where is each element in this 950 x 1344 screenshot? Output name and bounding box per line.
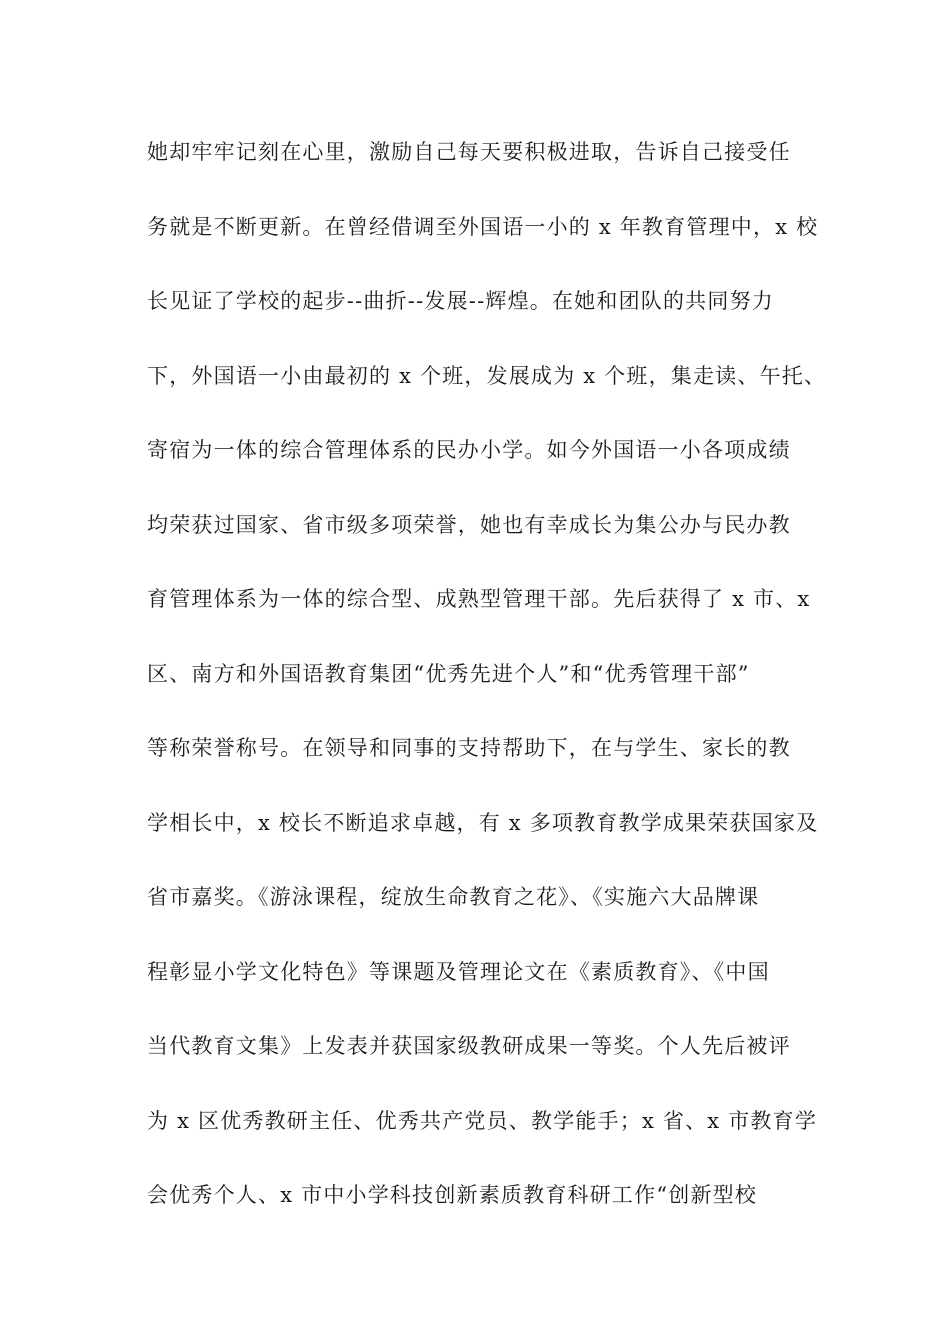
text-line: 区、南方和外国语教育集团“优秀先进个人”和“优秀管理干部” [147, 661, 750, 686]
text-line: 育管理体系为一体的综合型、成熟型管理干部。先后获得了 x 市、x [147, 587, 811, 611]
text-line: 会优秀个人、x 市中小学科技创新素质教育科研工作“创新型校 [147, 1183, 758, 1207]
text-line: 学相长中，x 校长不断追求卓越，有 x 多项教育教学成果荣获国家及 [147, 810, 819, 835]
text-line: 程彰显小学文化特色》等课题及管理论文在《素质教育》、《中国 [147, 959, 770, 984]
text-line: 下，外国语一小由最初的 x 个班，发展成为 x 个班，集走读、午托、 [147, 363, 827, 388]
text-line: 省市嘉奖。《游泳课程，绽放生命教育之花》、《实施六大品牌课 [147, 885, 760, 909]
text-line: 长见证了学校的起步--曲折--发展--辉煌。在她和团队的共同努力 [147, 289, 774, 313]
text-line: 均荣获过国家、省市级多项荣誉，她也有幸成长为集公办与民办教 [147, 512, 791, 537]
text-line: 寄宿为一体的综合管理体系的民办小学。如今外国语一小各项成绩 [147, 438, 791, 462]
text-line: 当代教育文集》上发表并获国家级教研成果一等奖。个人先后被评 [147, 1034, 791, 1058]
text-line: 她却牢牢记刻在心里，激励自己每天要积极进取，告诉自己接受任 [147, 140, 791, 164]
body-text [147, 132, 827, 1250]
text-line: 务就是不断更新。在曾经借调至外国语一小的 x 年教育管理中，x 校 [147, 214, 819, 239]
text-line: 等称荣誉称号。在领导和同事的支持帮助下，在与学生、家长的教 [147, 736, 791, 760]
text-line: 为 x 区优秀教研主任、优秀共产党员、教学能手；x 省、x 市教育学 [147, 1108, 818, 1133]
